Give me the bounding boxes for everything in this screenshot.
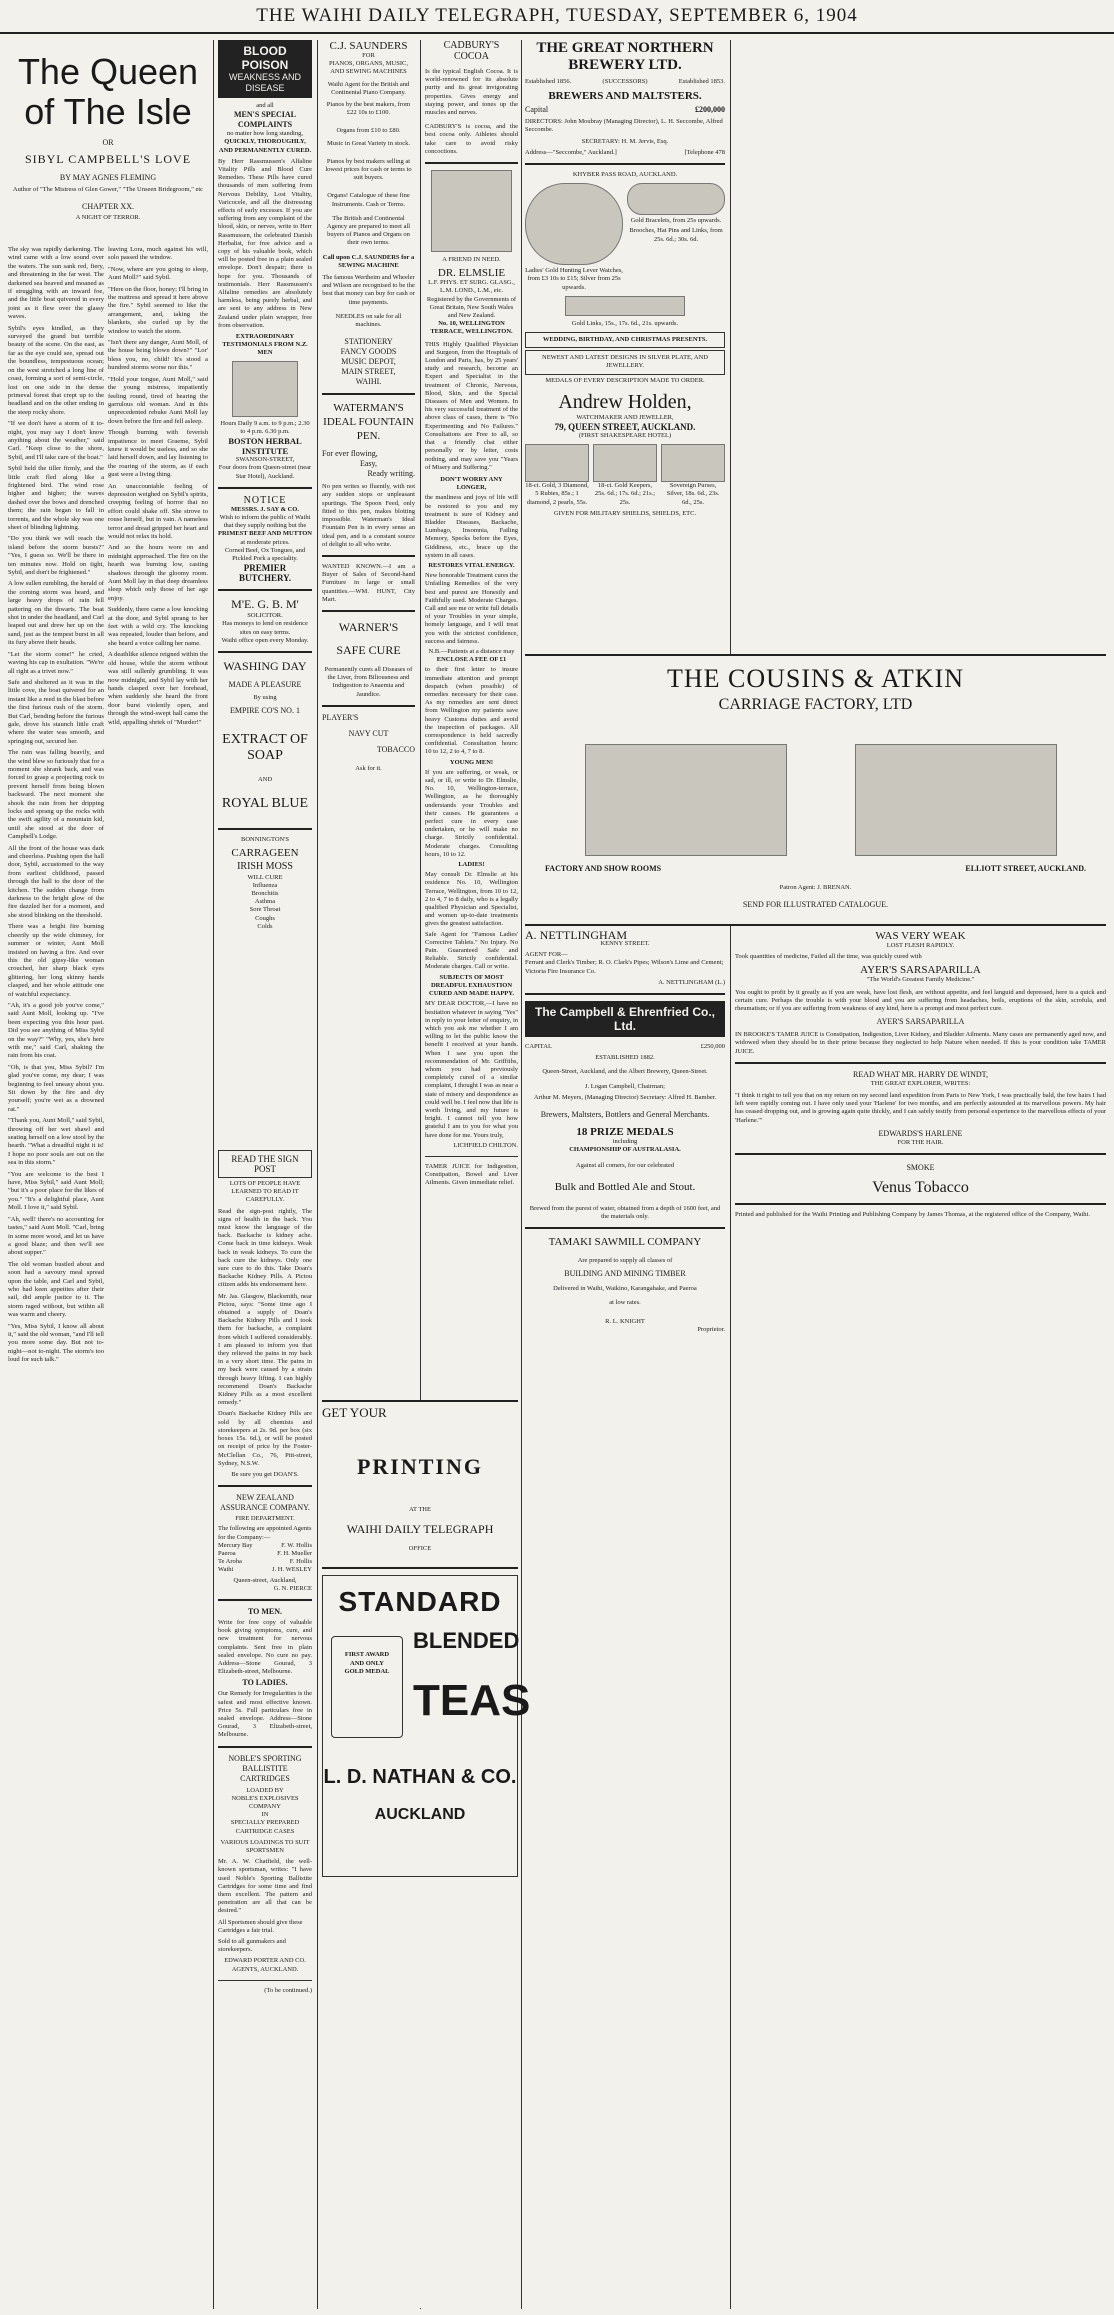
standard-teas-ad	[322, 1575, 531, 1877]
story-continued: (To be continued.)	[264, 1986, 312, 1994]
story-paragraph: "Ah, well! there's no accounting for tastes," said Aunt Moll. "Carl, bring in some more wood, and let us have a good blaze; and then we'll see about supper."	[8, 1215, 104, 1257]
brewery-capital: £200,000	[695, 105, 725, 115]
story-paragraph: "Now, where are you going to sleep, Aunt Moll?" said Sybil.	[108, 265, 208, 282]
story-paragraph: "If we don't have a storm of it to-night, you may say I don't know anything about the weather," said Carl. "Keep close to the shore, Sybil, and I'll take care of the boat."	[8, 420, 104, 461]
elmslie-safe: Safe Agent for "Famous Ladies' Corrective Tablets." No Injury. No Pain. Guaranteed Safe and Reliable. Strictly confidential. Moderate charges. Call or write.	[425, 930, 518, 971]
saunders-new-home: The famous Wertheim and Wheeler and Wilson are recognised to be the best that money can buy for cash or time payments.	[322, 274, 415, 306]
story-or: OR	[102, 138, 114, 147]
insurance-manager: G. N. PIERCE	[273, 1584, 312, 1592]
saunders-catalogue: Organs! Catalogue of these fine Instruments. Cash or Terms.	[327, 192, 410, 208]
jewellery-illustrations	[525, 183, 725, 292]
nettlingham-list: Ferrant and Clerk's Timber; R. O. Clark's Pipes; Wilson's Lime and Cement; Victoria Fire Insurance Co.	[525, 959, 724, 975]
story-paragraph: Suddenly, there came a low knocking at the door, and Sybil sprang to her feet with a wild cry. The knocking was repeated, louder than before, and she heard a voice calling her name.	[108, 606, 208, 647]
holden-rings-3: Sovereign Purses, Silver, 18s. 6d., 23s. 6d., 25s.	[666, 482, 720, 506]
sign-post-title: READ THE SIGN POST	[218, 1150, 312, 1178]
cousins-street: ELLIOTT STREET, AUCKLAND.	[965, 864, 1086, 873]
nobles-sportsmen: All Sportsmen should give these Cartridges a fair trial.	[218, 1918, 303, 1934]
boston-herbal-institute: BOSTON HERBAL INSTITUTE	[228, 436, 302, 457]
nettlingham-name: A. NETTLINGHAM	[525, 928, 627, 942]
story-paragraph: An unaccountable feeling of depression weighed on Sybil's spirits, creeping feeling of horror that no effort could shake off. She strove to rouse herself, but in vain. A nameless terror and dread gripped her heart and would not relax its hold.	[108, 482, 208, 540]
to-ladies-body: Our Remedy for Irregularities is the safest and most effective known. Price 5s. Full particulars free in sealed envelope. Address—Stone Gourad, 3 Elizabeth-street, Melbourne.	[218, 1690, 312, 1739]
nettlingham-agent: AGENT FOR—	[525, 951, 568, 959]
story-paragraph: "Isn't there any danger, Aunt Moll, of the house being blown down?" "Lor' bless you, no, child! It's stood a hundred storms worse nor this."	[108, 339, 208, 372]
elmslie-ladies: LADIES!	[458, 861, 485, 869]
campbell-trade: Brewers, Maltsters, Bottlers and General Merchants.	[540, 1110, 710, 1120]
elmslie-reg: Registered by the Governments of Great Britain, New South Wales and New Zealand.	[426, 295, 517, 320]
harlene-head: READ WHAT MR. HARRY DE WINDT,	[853, 1069, 988, 1079]
gbm-line-1: Has moneys to lend on residence sites on easy terms.	[222, 620, 308, 636]
elmslie-quals: L.F. PHYS. ET SURG. GLASG., L.M. LOND., L.M., etc.	[428, 279, 515, 295]
wanted-known: WANTED KNOWN.—I am a Buyer of Sales of Second-hand Furniture in large or small quantities.—WM. HUNT, City Mart.	[322, 562, 415, 603]
agent-town: Paeroa	[218, 1549, 236, 1557]
saunders-depot: MUSIC DEPOT,	[341, 357, 396, 367]
elmslie-young-body: If you are suffering, or weak, or sad, or ill, or write to Dr. Elmslie, No. 10, Wellington-terrace, Wellington, as he thoroughly understands your Troubles and their causes. He guarantees a perfect cure in every case undertaken, or he will make no charge. Strictly confidential. Moderate charges. Consulting hours, 10 to 12.	[425, 768, 518, 858]
cousins-send: SEND FOR ILLUSTRATED CATALOGUE.	[742, 900, 889, 909]
rings-row	[525, 444, 725, 507]
story-paragraph: And so the hours wore on and midnight approached. The fire on the hearth was burning low, casting shadows through the gloomy room. Aunt Moll lay in that deep dreamless sleep which only those of her age enjoy.	[108, 544, 208, 602]
masthead: THE WAIHI DAILY TELEGRAPH, TUESDAY, SEPTEMBER 6, 1904	[0, 0, 1114, 34]
carrageen-item: Sore Throat	[249, 906, 281, 914]
holden-rings-1: 18-ct. Gold, 3 Diamond, 5 Rubies, 85s.; 1 diamond, 2 pearls, 55s.	[525, 482, 589, 506]
sarsaparilla-body: You ought to profit by it greatly as if you are weak, have lost flesh, are without appetite, and feel languid and depressed, here is a quick and certain cure. Perhaps the trouble is with your blood and you are suffering from headaches, boils, eruptions of the skin, scrofula, and rheumatism; or if you are suffering from weakness of any kind, here is a prompt and most perfect cure.	[735, 988, 1106, 1013]
washing-product: EXTRACT OF SOAP	[222, 732, 308, 764]
advert-column-6-lower	[735, 930, 1106, 2308]
smoke-label: SMOKE	[906, 1163, 935, 1173]
chapter-title: A NIGHT OF TERROR.	[75, 214, 141, 222]
brewery-established	[525, 78, 725, 86]
carrageen-cures: WILL CURE	[247, 873, 283, 881]
players-ask: Ask for it.	[355, 764, 382, 772]
insurance-agents	[218, 1542, 312, 1575]
saunders-pianos: Pianos by the best makers, from £22 10s to £100.	[326, 101, 411, 117]
advert-column-2-bottom	[218, 1150, 312, 2308]
campbell-address: Queen-Street, Auckland, and the Albert Brewery, Queen-Street.	[542, 1068, 708, 1076]
story-paragraph: "You are welcome to the best I have, Miss Sybil," said Aunt Moll; "but it's a poor place for the likes of you." "It's a delightful place, Aunt Moll. I love it," said Sybil.	[8, 1170, 104, 1212]
notice-body: Wish to inform the public of Waihi that they supply nothing but the	[219, 513, 311, 530]
blood-poison-and: and all	[256, 102, 274, 109]
story-paragraph: Sybil held the tiller firmly, and the little craft fled along like a frightened bird. The wind rose higher and higher; the waves dashed over the bows and drenched them; the rain began to fall in torrents, and the whole sky was one sheet of blinding lightning.	[8, 465, 104, 531]
story-title: The Queen of The Isle	[17, 51, 199, 132]
blood-poison-headline: MEN'S SPECIAL COMPLAINTS	[233, 110, 296, 130]
blood-poison-body: By Herr Rassmussen's Alfaline Vitality Pills and Blood Cure Remedies. These Pills have cured thousands of men suffering from Nervous Debility, Lost Vitality, Varicocele, and all the distressing effects of early excesses. If you are suffering from any complaint of the blood, skin, or nerves, write to Herr Rassmussen, the celebrated Danish Herbalist, for free advice and a copy of his valuable book, which will be posted free in a plain sealed envelope. Don't despair; there is hope for you. Thousands of testimonials. Herr Rassmussen's Alfaline remedies are absolutely harmless, being purely herbal, and are sent to any address in New Zealand under plain wrapper, free from observation.	[218, 157, 312, 329]
to-ladies-title: TO LADIES.	[242, 1678, 288, 1688]
brewery-capital-label: Capital	[525, 105, 549, 115]
nobles-agents: EDWARD PORTER AND CO. AGENTS, AUCKLAND.	[224, 1957, 306, 1973]
campbell-products: Bulk and Bottled Ale and Stout.	[554, 1180, 696, 1193]
purse-illustration	[661, 444, 725, 482]
standard-firm: L. D. NATHAN & CO.	[323, 1766, 517, 1789]
tamaki-role: Proprietor.	[697, 1325, 725, 1333]
get-your: GET YOUR	[322, 1405, 387, 1420]
brewery-title: THE GREAT NORTHERN BREWERY LTD.	[536, 40, 714, 73]
elmslie-young: YOUNG MEN!	[449, 758, 494, 766]
saunders-for: FOR	[362, 52, 375, 59]
ring-illustration	[525, 444, 589, 482]
advert-column-5-lower	[525, 930, 725, 2308]
story-paragraph: There was a bright fire burning cheerily up the wide chimney, for summer or winter, Aunt Moll insisted on having a fire. And over this the old gipsy-like woman crouched, her sharp black eyes glittering, her long skinny hands clasped, and her whole attitude one of watchful expectancy.	[8, 923, 104, 998]
holden-trade: WATCHMAKER AND JEWELLER,	[576, 413, 674, 421]
story-paragraph: Sybil's eyes kindled, as they surveyed the grand but terrible beauty of the scene. On the east, as far as the eye could see, spread out the boundless, tempestuous ocean; on the west stretched a long line of coast, forming a sort of semi-circle, lost on one side in the dense primeval forest that crept up to the headland and on the other ending in the steep rocky shore.	[8, 324, 104, 416]
standard-city: AUCKLAND	[374, 1806, 466, 1824]
insurance-dept: FIRE DEPARTMENT.	[235, 1515, 295, 1523]
sarsaparilla-head: WAS VERY WEAK	[875, 930, 966, 942]
elmslie-caption: A FRIEND IN NEED.	[442, 256, 501, 264]
waterman-for: For ever flowing,	[322, 449, 378, 459]
column-rule	[521, 40, 522, 2309]
campbell-brewed: Brewed from the purest of water, obtained from a depth of 1600 feet, and the materials only.	[529, 1204, 721, 1220]
brewery-capital-row	[525, 105, 725, 115]
campbell-capital-row	[525, 1043, 725, 1051]
elmslie-ladies-body: May consult Dr. Elmslie at his residence No. 10, Wellington Terrace, Wellington, from 10 to 12, 2 to 4, 7 to 8 daily, who is a legally qualified Physician and Specialist, and women up-to-date treatments gives the greatest satisfaction.	[425, 871, 518, 928]
column-rule	[213, 40, 214, 2309]
story-author-of: Author of "The Mistress of Glen Gower," "The Unseen Bridegroom," etc	[12, 186, 204, 193]
carrageen-item: Asthma	[254, 898, 276, 906]
institute-street: SWANSON-STREET,	[235, 456, 295, 464]
story-paragraph: All the front of the house was dark and cheerless. Pushing open the hall door, Sybil, accustomed to the way from earliest childhood, passed through the hall to the door of the kitchen. The sudden change from darkness to the bright glow of the fire dazzled her for a moment, and she stood blinking on the threshold.	[8, 844, 104, 919]
nobles-testimonial: Mr. A. W. Chatfield, the well-known sportsman, writes: "I have used Noble's Sporting Ballistite Cartridges for some time and find them excellent. The pattern and penetration are all that can be desired."	[218, 1858, 312, 1915]
tamaki-rates: at low rates.	[609, 1299, 641, 1307]
badge-line-3: GOLD MEDAL	[344, 1667, 390, 1675]
story-paragraph: "Thank you, Aunt Moll," said Sybil, throwing off her wet shawl and seating herself on a low stool by the hearth. "What a dreadful night it is! I hope no poor souls are out on the sea in this storm."	[8, 1117, 104, 1167]
watch-illustration	[525, 183, 623, 265]
harlene-sub: THE GREAT EXPLORER, WRITES:	[870, 1079, 971, 1087]
story-paragraph: A low sullen rumbling, the herald of the coming storm was heard, and large heavy drops of rain fell pattering on the thwarts. The boat shot in under the headland, and Carl leaped out and drew her up on the sand, just as the tempest burst in all its fury above their heads.	[8, 580, 104, 647]
to-men-title: TO MEN.	[247, 1606, 283, 1616]
printing-word: PRINTING	[356, 1454, 483, 1479]
elmslie-address: No. 10, WELLINGTON TERRACE, WELLINGTON.	[430, 320, 513, 336]
holden-bangle: Gold Bracelets, from 25s upwards.	[630, 217, 722, 225]
carrageen-maker: BONNINGTON'S	[241, 836, 289, 844]
gold-medal-badge	[331, 1636, 403, 1738]
campbell-capital: £250,000	[700, 1043, 725, 1051]
irish-moss: IRISH MOSS	[237, 860, 293, 872]
saunders-stationery: STATIONERY	[344, 337, 393, 347]
saunders-music: Music in Great Variety in stock.	[327, 139, 410, 147]
nettlingham-sign: A. NETTLINGHAM (L.)	[658, 978, 725, 986]
brewery-successors: (SUCCESSORS)	[602, 78, 648, 85]
sign-post-verse: Read the sign-post rightly, The signs of health in the back. You must know the language of the back. Backache is kidney ache. Come back in time kidneys. Weak back in weak kidneys. To cure the back cure the kidneys. Only one sure cure to do this. Take Doan's Backache Kidney Pills. A Pictou citizen adds his endorsement here.	[218, 1207, 312, 1289]
printing-at: AT THE	[409, 1506, 431, 1513]
cousins-title: THE COUSINS & ATKIN	[666, 664, 965, 693]
holden-header: KHYBER PASS ROAD, AUCKLAND.	[572, 171, 678, 179]
campbell-champion: CHAMPIONSHIP OF AUSTRALASIA.	[569, 1146, 681, 1154]
holden-rings-2: 18-ct. Gold Keepers, 25s. 6d.; 17s. 6d.; 21s.; 25s.	[594, 482, 656, 506]
gbm-line-2: Waihi office open every Monday.	[221, 636, 309, 644]
washing-and: AND	[257, 776, 273, 784]
cousins-sub: CARRIAGE FACTORY, LTD	[718, 696, 913, 713]
sign-post-sub: LOTS OF PEOPLE HAVE LEARNED TO READ IT CAREFULLY.	[229, 1180, 301, 1204]
saunders-main: MAIN STREET,	[341, 367, 396, 377]
sign-post-body: Mr. Jas. Glasgow, Blacksmith, near Pictou, says: "Some time ago I obtained a supply of Doan's Backache Kidney Pills and I took them for backache, a complaint from which I suffered considerably. I am pleased to inform you that they relieved the pains in my back in a very short time. The pains in my back were caused by a strain through heavy lifting. I can highly recommend Doan's Backache Kidney Pills as a most excellent remedy."	[218, 1292, 312, 1407]
agent-name: F. Hollis	[289, 1558, 312, 1566]
saunders-goods: PIANOS, ORGANS, MUSIC, AND SEWING MACHINES	[329, 60, 408, 76]
ring-illustration	[593, 444, 657, 482]
sign-post-tail: Be sure you get DOAN'S.	[231, 1470, 299, 1478]
agent-name: F. H. Mueller	[277, 1549, 312, 1557]
blood-poison-title: BLOOD POISON	[241, 44, 289, 72]
sarsaparilla-pills: IN BROOKE'S TAMER JUICE is Constipation, Indigestion, Liver Kidney, and Bladder Ailments. Many cases are permanently aged now, and widowed when they should be in their prime because they neglected to help Nature when needed. If this is your condition take TAMER JUICE.	[735, 1031, 1106, 1055]
tamaki-name: R. L. KNIGHT	[605, 1317, 645, 1325]
saunders-needles: NEEDLES on sale for all machines.	[335, 312, 402, 329]
saunders-fancy: FANCY GOODS	[340, 347, 397, 357]
elmslie-restores-body: New honorable Treatment cures the Unfailing Remedies of the very best and purest are Honestly and Faithfully used. Moderate Charges. Call and see me or write full details of your Troubles in your simple, homely language, and I will treat you with the strictest confidence, success and fairness.	[425, 572, 518, 645]
story-paragraph: "Ah, it's a good job you've come," said Aunt Moll, looking up. "I've been expecting you this hour past. Did you see anything of Miss Sybil on the way?" "Why, yes, she's here with me," said Carl, shaking the rain from his coat.	[8, 1001, 104, 1060]
column-rule	[317, 40, 318, 2309]
sign-post-price: Doan's Backache Kidney Pills are sold by all chemists and storekeepers at 2s. 9d. per box (six boxes 15s. 6d.), or will be posted on receipt of price by the Foster-McClellan Co., 76, Pitt-street, Sydney, N.S.W.	[218, 1410, 312, 1467]
brewery-est-1: Established 1856.	[525, 78, 572, 85]
premier-butchery: PREMIER BUTCHERY.	[238, 563, 292, 584]
campbell-against: Against all comers, for our celebrated	[575, 1162, 675, 1170]
notice-product: PRIMEST BEEF AND MUTTON	[218, 530, 312, 538]
story-paragraph: A deathlike silence reigned within the old house, while the storm without was still sullenly grumbling. It was now midnight, and Sybil lay with her hands clasped over her forehead, when suddenly she heard the front door burst violently open, and through the wind-swept hall came the wild, appalling shriek of "Murder!"	[108, 651, 208, 726]
holden-chain: Gold Links, 15s., 17s. 6d., 21s. upwards.	[571, 319, 679, 327]
printing-and-tea-block	[322, 1400, 531, 2308]
story-paragraph: "Here on the floor, honey; I'll bring in the mattress and spread it here above the fire." Sybil seemed to like the arrangement, and, taking the blankets, she curled up by the window to watch the storm.	[108, 285, 208, 335]
saunders-time: Pianos by best makers selling at lowest prices for cash or terms to suit buyers.	[325, 157, 412, 182]
elmslie-letter: MY DEAR DOCTOR,—I have no hesitation whatever in saying "Yes" in reply to your letter of enquiry, in which you ask me whether I am willing to let the public know the benefit I received at your hands. When I saw you upon the recommendation of Mr. Griffiths, whom you had previously completely cured of a similar complaint, I thought I was as near a state of misery and despondence as could well be. I feel now that life is worth living, and my future is bright. I cannot tell you how grateful I am to you for what you have done for me. Yours truly,	[425, 1000, 518, 1139]
blood-poison-subtitle: WEAKNESS AND DISEASE	[228, 72, 302, 93]
blood-poison-banner	[218, 40, 312, 98]
carrageen-list	[218, 882, 312, 931]
holden-watch: Ladies' Gold Hunting Lever Watches, from £3 10s to £15; Silver from 25s upwards.	[525, 267, 623, 291]
carrageen-item: Coughs	[255, 914, 275, 922]
story-paragraph: The old woman bustled about and soon had a savoury meal spread upon the table, and Carl and Sybil, who had keen appetites after their sail, did ample justice to it. The storm raged without, but within all was warm and cheery.	[8, 1260, 104, 1319]
nobles-sold: Sold to all gunmakers and storekeepers.	[218, 1938, 286, 1954]
brewery-est-2: Established 1853.	[678, 78, 725, 85]
holden-given: GIVEN FOR MILITARY SHIELDS, SHIELDS, ETC.	[553, 509, 697, 517]
elmslie-enclose: ENCLOSE A FEE OF £1	[436, 656, 507, 664]
story-paragraph: The sky was rapidly darkening. The wind came with a low sound over the waters. The sun sank red, fiery, and threatening in the far west. The darkened sea heaved and moaned as if struggling with an inward foe, and the little boat quivered in every joint as it flew over the glassy waves.	[8, 246, 104, 321]
campbell-chairman: J. Logan Campbell, Chairman;	[585, 1082, 665, 1090]
story-paragraph: "Let the storm come!" he cried, waving his cap in exultation. "We're all right as a trivet now."	[8, 650, 104, 675]
standard-teas: TEAS	[413, 1676, 531, 1726]
brewery-address: Address—"Seccombe," Auckland.]	[525, 148, 617, 156]
carriage-illustration	[855, 744, 1057, 856]
warners-title: WARNER'S	[338, 619, 399, 634]
waterman-body: No pen writes so fluently, with not any sudden stops or unpleasant spurtings. The Spoon Feed, only fitted to this pen, makes blotting impossible. Waterman's Ideal Fountain Pen is in every sense an ideal pen, and is a constant source of delight to all who write.	[322, 483, 415, 548]
agent-name: J. H. WESLEY	[272, 1566, 312, 1574]
sarsaparilla-intro: Took quantities of medicine, Failed all the time, was quickly cured with	[735, 953, 922, 961]
holden-address: 79, QUEEN STREET, AUCKLAND.	[554, 422, 696, 433]
nobles-spec: SPECIALLY PREPARED CARTRIDGE CASES	[230, 1819, 300, 1835]
warners-body: Permanently cures all Diseases of the Liver, from Biliousness and Indigestion to Anaemia and Jaundice.	[324, 665, 413, 698]
saunders-waihi: WAIHI.	[355, 377, 382, 387]
standard-title: STANDARD	[338, 1586, 502, 1618]
holden-newest: NEWEST AND LATEST DESIGNS IN SILVER PLATE, AND JEWELLERY.	[525, 350, 725, 374]
elmslie-signed: LICHFIELD CHILTON.	[453, 1141, 518, 1149]
saunders-agent: Waihi Agent for the British and Continental Piano Company.	[327, 80, 410, 96]
cocoa-title: CADBURY'S COCOA	[443, 40, 500, 62]
washing-brand: EMPIRE CO'S NO. 1	[230, 706, 300, 716]
warners-sub: SAFE CURE	[336, 642, 401, 657]
chapter-number: CHAPTER XX.	[81, 202, 134, 212]
story-subtitle: SIBYL CAMPBELL'S LOVE	[24, 152, 192, 166]
blood-poison-cure: QUICKLY, THOROUGHLY, AND PERMANENTLY CURED.	[218, 138, 312, 154]
nettlingham-street: KENNY STREET.	[600, 940, 650, 947]
carriage-illustration	[585, 744, 787, 856]
washing-by: By using	[253, 693, 277, 701]
to-men-body: Write for free copy of valuable book giving symptoms, cure, and new treatment for nervous complaints. Sent free in plain sealed envelope. No cure no pay. Address—Stone Gourad, 3 Elizabeth-street, Melbourne.	[218, 1618, 312, 1676]
saunders-call: Call upon C.J. SAUNDERS for a SEWING MACHINE	[322, 253, 415, 269]
column-rule	[730, 40, 731, 2309]
advert-column-6-top	[735, 40, 1106, 648]
insurance-title: NEW ZEALAND ASSURANCE COMPANY.	[220, 1493, 310, 1513]
sarsaparilla-head-2: LOST FLESH RAPIDLY.	[886, 942, 955, 949]
cocoa-line-2: CADBURY'S is cocoa, and the best cocoa only. Athletes should take care to avoid risky concoctions.	[425, 123, 518, 155]
nobles-co: NOBLE'S EXPLOSIVES COMPANY	[231, 1794, 299, 1810]
agent-name: F. W. Hollis	[281, 1541, 312, 1549]
nobles-in: IN	[261, 1811, 269, 1819]
elmslie-name: DR. ELMSLIE	[437, 267, 506, 280]
imprint: Printed and published for the Waihi Printing and Publishing Company by James Thomas, at the registered office of the Company, Waihi.	[735, 1211, 1090, 1219]
story-paragraph: "Hold your tongue, Aunt Moll," said the young mistress, impatiently feeling round, tired of hearing the garrulous old woman. And in this unprecedented rebuke Aunt Moll lay down before the fire and fell asleep.	[108, 375, 208, 425]
story-paragraph: The rain was falling heavily, and the wind blew so furiously that for a moment she shrank back, and was forced to grasp a projecting rock to prevent herself from being blown backward. The next moment she shook the rain from her dripping locks and sprang up the rocks with the swift agility of a mountain kid, until she stood at the door of Campbell's Lodge.	[8, 749, 104, 841]
agent-town: Te Aroha	[218, 1558, 242, 1566]
printing-office: OFFICE	[408, 1545, 432, 1553]
nobles-loads: VARIOUS LOADINGS TO SUIT SPORTSMEN	[220, 1838, 310, 1854]
holden-brooch: Brooches, Hat Pins and Links, from 25s. 6d.; 30s. 6d.	[629, 227, 723, 243]
elmslie-dont: DON'T WORRY ANY LONGER,	[440, 475, 503, 492]
story-text-left-col	[8, 246, 104, 2308]
cocoa-line-1: Is the typical English Cocoa. It is world-renowned for its absolute purity and its great invigorating properties. Gives energy and staying power, and tones up the muscles and nerves.	[425, 68, 518, 117]
brewery-directors: DIRECTORS: John Moubray (Managing Director), L. H. Seccombe, Alfred Seccombe.	[525, 118, 723, 134]
elmslie-dont-body: the manliness and joys of life will be restored to you and my treatment is sure of Kidney and Bladder Diseases, Backache, Lumbago, Insomnia, Failing Memory, Specks before the Eyes, Giddiness, etc., brace up the system in all cases.	[425, 494, 518, 559]
brewery-brewers: BREWERS AND MALTSTERS.	[548, 90, 702, 103]
waterman-easy: Easy,	[359, 459, 378, 469]
agent-town: Mercury Bay	[218, 1541, 253, 1549]
standard-blended: BLENDED	[413, 1628, 520, 1654]
story-paragraph: Safe and sheltered as it was in the little cove, the boat quivered for an instant like a reed in the blast before the first furious rush of the storm. But Carl, bending before the furious gale, drove his staunch little craft where the water was smooth, and springing out, secured her.	[8, 678, 104, 745]
story-paragraph: leaving Lora, much against his will, solo passed the window.	[108, 246, 208, 262]
campbell-medals: 18 PRIZE MEDALS	[576, 1126, 674, 1139]
holden-medals: MEDALS OF EVERY DESCRIPTION MADE TO ORDER.	[545, 376, 705, 384]
washing-day-title: WASHING DAY	[223, 658, 307, 673]
agent-town: Waihi	[218, 1566, 234, 1574]
blood-poison-testimonials: EXTRAORDINARY TESTIMONIALS FROM N.Z. MEN	[222, 333, 308, 357]
venus-tobacco: Venus Tobacco	[872, 1179, 969, 1197]
gbm-title: M'E. G. B. M'	[231, 597, 299, 612]
printing-paper: WAIHI DAILY TELEGRAPH	[346, 1522, 494, 1537]
players-sub: NAVY CUT	[348, 728, 389, 738]
brewery-secretary: SECRETARY: H. M. Jervis, Esq.	[581, 137, 669, 145]
notice-extras: Corned Beef, Ox Tongues, and Pickled Pork a speciality.	[224, 546, 306, 562]
holden-name: Andrew Holden,	[558, 390, 692, 413]
tamaki-delivered: Delivered in Waihi, Waikino, Karangahake, and Paeroa	[553, 1285, 697, 1293]
saunders-british: The British and Continental Agency are prepared to meet all buyers of Pianos and Organs on their own terms.	[326, 214, 411, 247]
saunders-organs: Organs from £10 to £80.	[336, 127, 401, 135]
cousins-factory: FACTORY AND SHOW ROOMS	[545, 864, 662, 873]
insurance-intro: The following are appointed Agents for the Company:—	[218, 1525, 312, 1541]
campbell-est: ESTABLISHED 1882.	[595, 1054, 655, 1062]
saunders-title: C.J. SAUNDERS	[329, 40, 408, 52]
sarsaparilla-brand: AYER'S SARSAPARILLA	[860, 964, 981, 977]
tamaki-body: Are prepared to supply all classes of	[577, 1257, 673, 1265]
harlene-body: "I think it right to tell you that on my return on my second land expedition from Paris to New York, I was practically bald, the few hairs I had left were rapidly coming out. I have only used your 'Harlene' for two months, and am perfectly astounded at its marvellous powers. My hair has ceased dropping out, and is growing again quite thickly, and I can safely testify from personal experience to the marvellous effects of your 'Harlene.'"	[735, 1092, 1106, 1124]
harlene-brand: EDWARDS'S HARLENE	[878, 1128, 963, 1138]
nobles-title: NOBLE'S SPORTING BALLISTITE CARTRIDGES	[228, 1753, 302, 1783]
carrageen-product: CARRAGEEN	[231, 846, 299, 859]
sarsaparilla-brand-2: AYER'S SARSAPARILLA	[876, 1017, 965, 1027]
institute-street-2: Four doors from Queen-street (near Star Hotel), Auckland.	[218, 464, 312, 480]
holden-opp: (FIRST SHAKESPEARE HOTEL)	[578, 432, 672, 440]
story-paragraph: "Do you think we will reach the island before the storm bursts?" "Yes, I guess so. We'll be there in ten minutes now. Hold on tight, Sybil, and don't be frightened."	[8, 535, 104, 577]
tamaki-materials: BUILDING AND MINING TIMBER	[564, 1269, 686, 1279]
chain-illustration	[565, 296, 685, 316]
elmslie-enclose-body: to their first letter to insure immediate attention and prompt despatch (when possible) of remedies necessary for their case. As my remedies are sent direct from Wellington my patients save heavy Customs duties and avoid the inspection of packages. All correspondence is held sacredly confidential. Consultation hours: 10 to 12, 2 to 4, 7 to 8.	[425, 666, 518, 756]
players-tobacco: TOBACCO	[376, 744, 415, 754]
carrageen-item: Bronchitis	[251, 889, 279, 897]
story-text-right	[108, 246, 208, 1246]
campbell-title: The Campbell & Ehrenfried Co., Ltd.	[525, 1001, 725, 1037]
brewery-address-row	[525, 149, 725, 157]
holden-wedding: WEDDING, BIRTHDAY, AND CHRISTMAS PRESENTS.	[525, 332, 725, 348]
badge-line-1: FIRST AWARD	[344, 1651, 390, 1659]
cousins-agent: Patron Agent: J. BRENAN.	[779, 884, 852, 891]
elmslie-restores: RESTORES VITAL ENERGY.	[428, 561, 515, 569]
story-paragraph: "Oh, is that you, Miss Sybil? I'm glad you've come, my dear; I was beginning to feel uneasy about you. Sit down by the fire and dry yourself; you're wet as a drowned rat."	[8, 1063, 104, 1113]
badge-line-2: AND ONLY	[350, 1659, 384, 1667]
elmslie-body: THIS Highly Qualified Physician and Surgeon, from the Hospitals of London and Paris, has, by 25 years' study and research, become an Expert and Specialist in the treatment of Chronic, Nervous, Blood, Skin, and the Special Diseases of Men and Women. In his very successful treatment of the above class of cases, there is "No Experimenting and No Failures." Consultations are Free to all, so that a friendly chat either personally or by letter, costs nothing, and may save you "Years of Misery and Suffering."	[425, 340, 518, 471]
notice-title: NOTICE	[243, 494, 287, 506]
tamaki-title: TAMAKI SAWMILL COMPANY	[548, 1236, 702, 1249]
cousins-factory-row	[545, 864, 1086, 874]
harlene-for: FOR THE HAIR.	[897, 1138, 944, 1146]
portrait-illustration	[232, 361, 298, 417]
carrageen-item: Influenza	[252, 881, 278, 889]
bracelet-illustration	[627, 183, 725, 215]
washing-product-2: ROYAL BLUE	[221, 796, 309, 812]
story-paragraph: "Yes, Miss Sybil, I know all about it," said the old woman, "and I'll tell you more some day. But not to-night—not to-night. The storm's too loud for such talk."	[8, 1322, 104, 1364]
waterman-title: WATERMAN'S IDEAL FOUNTAIN PEN.	[323, 402, 414, 443]
insurance-office: Queen-street, Auckland,	[233, 1576, 297, 1584]
tamer-juice: TAMER JUICE for Indigestion, Constipation, Bowel and Liver Ailments. Given immediate relief.	[425, 1162, 518, 1187]
gbm-role: SOLICITOR.	[247, 612, 283, 620]
blood-poison-hours: Hours Daily 9 a.m. to 9 p.m.; 2.30 to 4 p.m. 6.30 p.m.	[220, 419, 310, 435]
elmslie-subjects: SUBJECTS OF MOST DREADFUL EXHAUSTION CURED AND MADE HAPPY.	[429, 973, 514, 998]
story-paragraph: Though burning with feverish impatience to meet Graeme, Sybil knew it would be useless, and so she laid herself down, and lay listening to the roaring of the storm, as if each gust were a living thing.	[108, 429, 208, 479]
notice-firm: MESSRS. J. SAY & CO.	[231, 505, 299, 513]
nobles-loaded: LOADED BY	[246, 1786, 284, 1794]
campbell-including: including	[612, 1138, 638, 1146]
friend-in-need-illustration	[431, 170, 512, 252]
notice-price: at moderate prices.	[240, 538, 290, 546]
brewery-telephone: [Telephone 478	[684, 148, 725, 156]
elmslie-distance: N.B.—Patients at a distance may	[428, 647, 515, 655]
players-title: PLAYER'S	[322, 712, 359, 722]
blood-poison-sub: no matter how long standing,	[226, 130, 303, 138]
waterman-ready: Ready writing.	[367, 469, 415, 479]
story-byline: BY MAY AGNES FLEMING	[59, 173, 157, 182]
campbell-director: Arthur M. Meyers, (Managing Director) Secretary: Alfred H. Bamber.	[533, 1093, 717, 1101]
sarsaparilla-slogan: "The World's Greatest Family Medicine."	[866, 976, 975, 984]
cousins-atkin-ad	[525, 654, 1106, 926]
carrageen-item: Colds	[257, 922, 273, 930]
campbell-capital-label: CAPITAL	[525, 1043, 552, 1051]
washing-made: MADE A PLEASURE	[228, 679, 302, 689]
